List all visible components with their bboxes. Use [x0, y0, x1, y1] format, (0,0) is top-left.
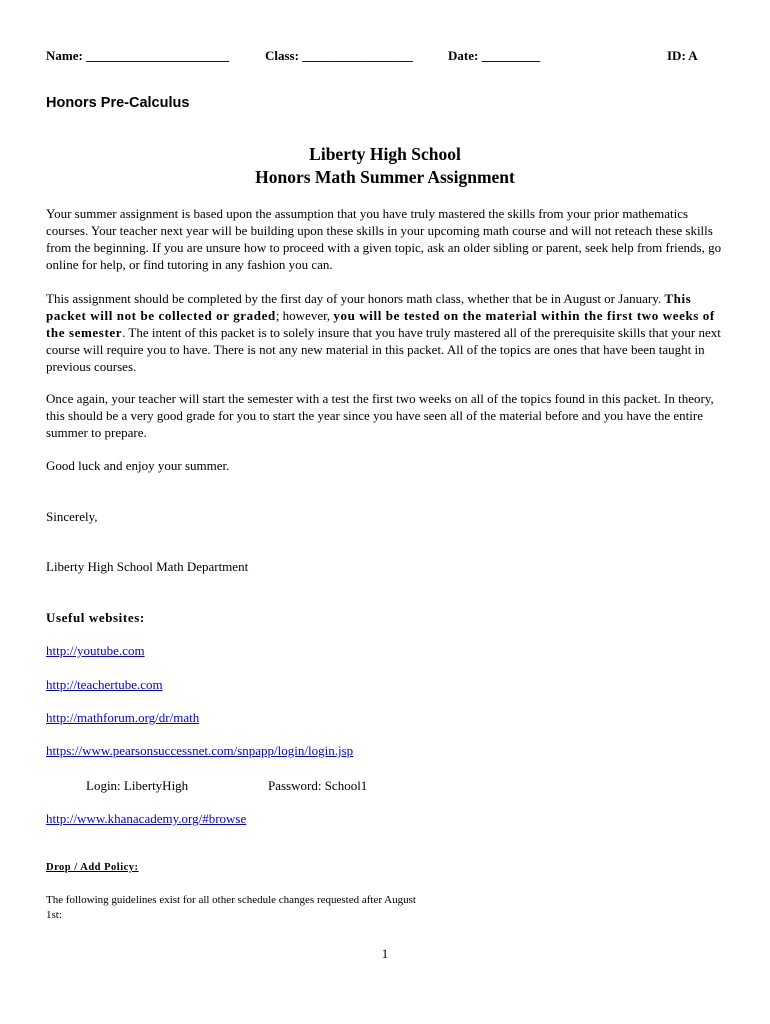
id-label: ID: A	[667, 48, 698, 63]
assignment-title: Honors Math Summer Assignment	[255, 167, 515, 187]
course-title: Honors Pre-Calculus	[46, 95, 190, 111]
date-blank: _________	[481, 48, 541, 63]
teachertube-link[interactable]: http://teachertube.com	[46, 677, 163, 692]
not-graded-emphasis: This packet will not be collected or graded	[46, 291, 692, 323]
policy-text: The following guidelines exist for all other schedule changes requested after August 1st:	[46, 894, 416, 921]
intro-paragraph: Your summer assignment is based upon the assumption that you have truly mastered the skills from your prior mathematics courses. Your teacher next year will be building upon these skills in your upcoming math course and will not reteach these skills from the beginning. If you are unsure how to proceed with a given topic, ask an older sibling or parent, seek help from friends, go online for help, or find tutoring in any fashion you can.	[46, 206, 722, 272]
closing-line: Sincerely,	[46, 509, 98, 524]
khanacademy-link[interactable]: http://www.khanacademy.org/#browse	[46, 811, 247, 826]
name-field[interactable]	[46, 48, 229, 64]
good-luck-line: Good luck and enjoy your summer.	[46, 458, 230, 473]
page-number: 1	[381, 946, 389, 961]
youtube-link[interactable]: http://youtube.com	[46, 643, 145, 658]
mathforum-link[interactable]: http://mathforum.org/dr/math	[46, 710, 200, 725]
policy-heading: Drop / Add Policy:	[46, 862, 139, 873]
pearson-link[interactable]: https://www.pearsonsuccessnet.com/snpapp/login/login.jsp	[46, 743, 354, 758]
completion-text-c: ; however,	[275, 308, 334, 323]
completion-text-a: This assignment should be completed by the first day of your honors math class, whether that be in August or January.	[46, 291, 665, 306]
name-label: Name:	[46, 48, 83, 63]
tested-emphasis: you will be tested on the material within the first two weeks of the semester	[46, 308, 715, 340]
date-label: Date:	[448, 48, 479, 63]
completion-text-e: . The intent of this packet is to solely insure that you have truly mastered all of the prerequisite skills that your next course will require you to have. There is not any new material in this packet. All of the topics are ones that have been taught in previous courses.	[46, 325, 721, 374]
school-title: Liberty High School	[309, 144, 461, 164]
class-label: Class:	[265, 48, 299, 63]
class-blank: _________________	[302, 48, 413, 63]
websites-heading: Useful websites:	[46, 610, 145, 625]
login-info: Login: LibertyHigh	[86, 778, 189, 793]
password-info: Password: School1	[268, 778, 368, 793]
signature-line: Liberty High School Math Department	[46, 559, 249, 574]
completion-paragraph	[46, 290, 726, 375]
class-field[interactable]	[265, 48, 413, 64]
date-field[interactable]	[448, 48, 540, 64]
name-blank: ______________________	[86, 48, 230, 63]
test-paragraph: Once again, your teacher will start the semester with a test the first two weeks on all of the topics found in this packet. In theory, this should be a very good grade for you to start the year since you have seen all of the material before and you have the entire summer to prepare.	[46, 391, 714, 440]
